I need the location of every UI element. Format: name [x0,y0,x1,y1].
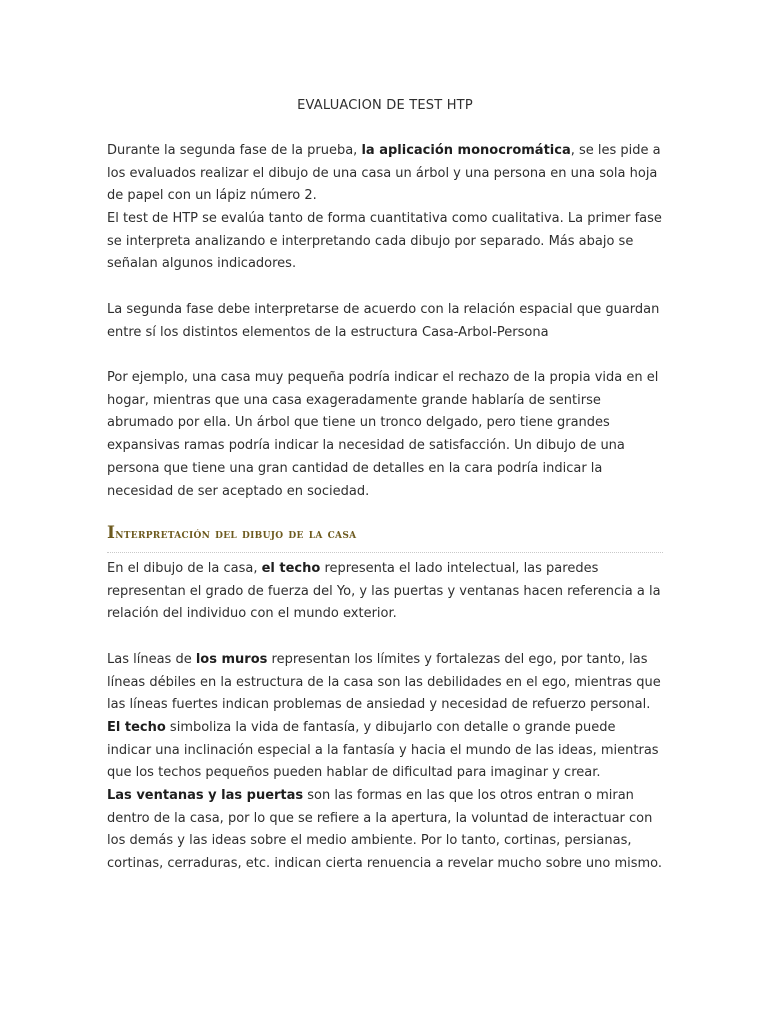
document-title: EVALUACION DE TEST HTP [297,98,473,113]
paragraph-walls-bold: los muros [195,652,268,667]
paragraph-intro-start: Durante la segunda fase de la prueba, [107,143,362,158]
paragraph-windows-doors-bold: Las ventanas y las puertas [107,788,304,803]
paragraph-house-end: representa el lado intelectual, las paredes representan el grado de fuerza del Yo, y las puertas y ventanas hacen referencia a la relación del individuo con el mundo exterior. [107,561,661,622]
section-heading-initial: I [107,523,116,543]
paragraph-second-phase: La segunda fase debe interpretarse de acuerdo con la relación espacial que guardan entre sí los distintos elementos de la estructura Casa-Arbol-Persona [107,302,660,340]
paragraph-intro-bold: la aplicación monocromática [361,143,571,158]
paragraph-house-start: En el dibujo de la casa, [107,561,262,576]
section-divider [107,552,663,553]
paragraph-intro [107,140,663,208]
paragraph-house-bold: el techo [261,561,321,576]
section-heading-rest: nterpretación del dibujo de la casa [115,526,357,542]
paragraph-roof-end: simboliza la vida de fantasía, y dibujarlo con detalle o grande puede indicar una inclinación especial a la fantasía y hacia el mundo de las ideas, mientras que los techos pequeños pueden hablar de dificultad para imaginar y crear. [107,720,659,781]
paragraph-intro-end: , se les pide a los evaluados realizar el dibujo de una casa un árbol y una persona en una sola hoja de papel con un lápiz número 2. [107,143,661,204]
paragraph-house [107,558,663,626]
paragraph-evaluation: El test de HTP se evalúa tanto de forma cuantitativa como cualitativa. La primer fase se interpreta analizando e interpretando cada dibujo por separado. Más abajo se señalan algunos indicadores. [107,211,662,272]
paragraph-walls [107,649,663,717]
paragraph-walls-end: representan los límites y fortalezas del ego, por tanto, las líneas débiles en la estructura de la casa son las debilidades en el ego, mientras que las líneas fuertes indican problemas de ansiedad y necesidad de refuerzo personal. [107,652,661,713]
paragraph-walls-start: Las líneas de [107,652,196,667]
paragraph-windows-doors [107,785,663,876]
paragraph-roof [107,717,663,785]
paragraph-roof-bold: El techo [107,720,166,735]
section-heading [107,522,663,545]
paragraph-windows-doors-end: son las formas en las que los otros entran o miran dentro de la casa, por lo que se refiere a la apertura, la voluntad de interactuar con los demás y las ideas sobre el medio ambiente. Por lo tanto, cortinas, persianas, cortinas, cerraduras, etc. indican cierta renuencia a revelar mucho sobre uno mismo. [107,788,663,872]
paragraph-example: Por ejemplo, una casa muy pequeña podría indicar el rechazo de la propia vida en el hogar, mientras que una casa exageradamente grande hablaría de sentirse abrumado por ella. Un árbol que tiene un tronco delgado, pero tiene grandes expansivas ramas podría indicar la necesidad de satisfacción. Un dibujo de una persona que tiene una gran cantidad de detalles en la cara podría indicar la necesidad de ser aceptado en sociedad. [107,370,659,499]
